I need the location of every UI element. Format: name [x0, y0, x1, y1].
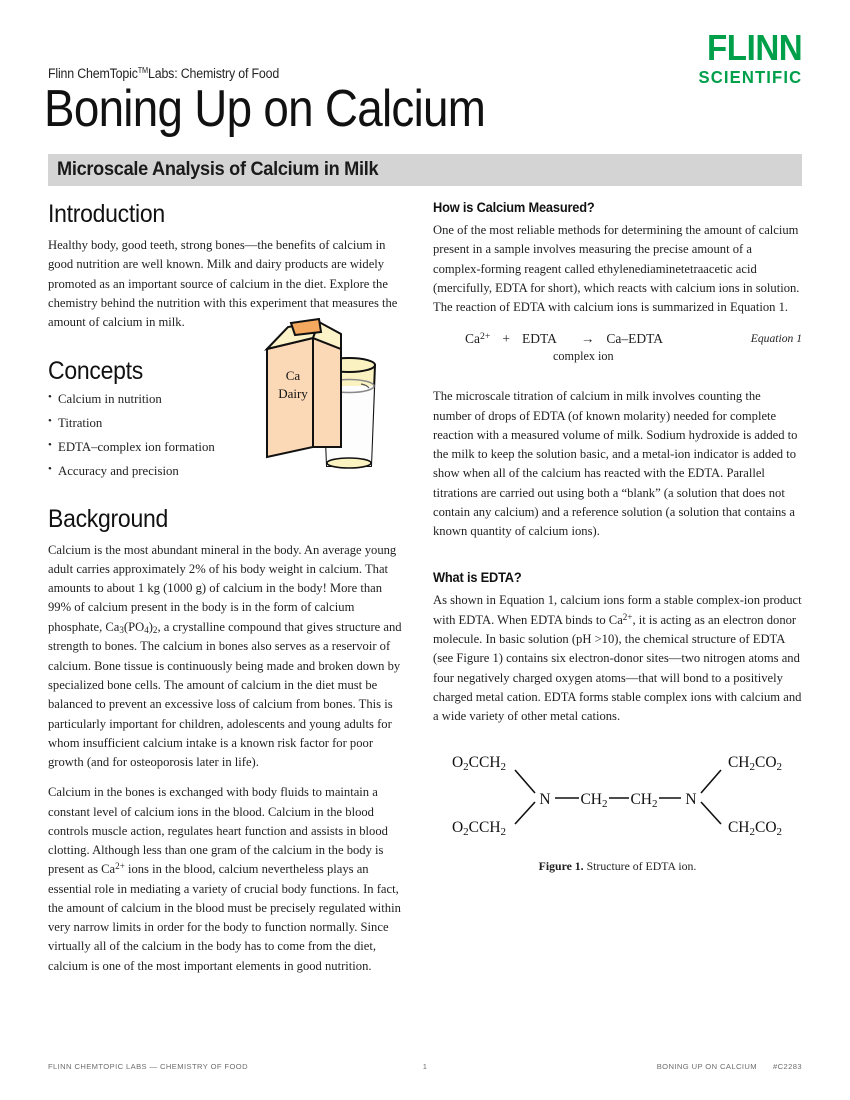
subtitle-banner: [48, 154, 802, 186]
eq-plus: +: [502, 331, 510, 347]
formula-close: ): [148, 619, 153, 634]
footer-catalog-code: #C2283: [772, 1062, 802, 1071]
kicker-after: Labs: Chemistry of Food: [148, 66, 280, 81]
label-top-right: CH2CO2: [727, 754, 783, 774]
figure-caption-text: Structure of EDTA ion.: [583, 859, 697, 874]
formula-sub-4: 4: [144, 624, 149, 635]
footer-page-number: 1: [422, 1062, 428, 1071]
eq-product: Ca–EDTA: [606, 331, 664, 347]
footer-right-text: BONING UP ON CALCIUM: [656, 1062, 757, 1071]
subtitle-text: Microscale Analysis of Calcium in Milk: [57, 158, 379, 180]
eq-reactant-2: EDTA: [521, 331, 557, 347]
logo-flinn-text: FLINN: [706, 27, 802, 68]
trademark-symbol: TM: [137, 66, 149, 75]
list-item: • EDTA–complex ion formation: [48, 441, 403, 454]
eq-reactant-1-charge: 2+: [480, 331, 491, 343]
left-column: [48, 200, 403, 976]
carton-label-dairy: Dairy: [278, 386, 308, 401]
figure-caption-label: Figure 1.: [538, 859, 584, 874]
what-is-edta-paragraph: [433, 591, 802, 726]
carton-label-ca: Ca: [285, 368, 301, 383]
heading-background: Background: [48, 504, 169, 533]
formula-sub-2: 2: [152, 624, 158, 635]
label-top-left: O2CCH2: [451, 754, 507, 774]
equation-product-annotation: complex ion: [553, 349, 614, 364]
edta-part1: As shown in Equation 1, calcium ions form a stable complex-ion product with EDTA. When EDTA binds to Ca: [433, 593, 802, 627]
list-item: • Calcium in nutrition: [48, 393, 403, 406]
figure-1-caption: [433, 859, 802, 874]
dairy-carton-icon: [267, 319, 341, 457]
label-bottom-right: CH2CO2: [727, 819, 783, 839]
list-item: • Accuracy and precision: [48, 465, 403, 478]
background-paragraph-1: [48, 541, 403, 773]
equation-1-block: [433, 331, 802, 371]
calcium-ion-charge: 2+: [115, 861, 125, 872]
heading-introduction: Introduction: [48, 200, 165, 228]
label-nitrogen-right: N: [685, 791, 697, 809]
figure-1-edta-structure: [433, 744, 802, 874]
heading-concepts: Concepts: [48, 357, 143, 386]
label-bottom-left: O2CCH2: [451, 819, 507, 839]
heading-how-is-calcium-measured: How is Calcium Measured?: [433, 200, 595, 215]
bg-p1-part2: , a crystalline compound that gives structure and strength to bones. The calcium in bones also serves as a reservoir of calcium. Bone tissue is continuously being made and broken down by specialized bone cells. The amount of calcium in the diet must be balanced to prevent an excessive loss of calcium from bones. This is particularly important for children, adolescents and young adults for whom insufficient calcium intake is a known risk factor for poor growth (and for osteoporosis later in life).: [48, 619, 402, 770]
page-footer: [48, 1062, 802, 1076]
list-item: • Titration: [48, 417, 403, 430]
milk-carton-illustration: [255, 318, 390, 478]
footer-right-block: [657, 1062, 802, 1071]
label-bridge-left: CH2: [580, 791, 608, 811]
formula-mid: (PO: [123, 619, 145, 634]
formula-sub-3: 3: [119, 624, 124, 635]
introduction-paragraph: Healthy body, good teeth, strong bones—the benefits of calcium in good nutrition are well known. Milk and dairy products are widely promoted as an important source of calcium in the diet. Explore the chemistry behind the nutrition with this experiment that measures the amount of calcium in milk.: [48, 238, 398, 330]
label-bridge-right: CH2: [630, 791, 658, 811]
bg-p2-part2: ions in the blood, calcium nevertheless plays an essential role in mediating a variety of crucial body functions. In fact, the amount of calcium in the blood must be precisely regulated within very narrow limits in order for the body to function normally. Since virtually all of the calcium in the body has to come from the diet, calcium is one of the most important elements in good nutrition.: [48, 862, 401, 973]
bg-p2-part1: Calcium in the bones is exchanged with body fluids to maintain a constant level of calcium ions in the blood. Calcium in the blood controls muscle action, regulates heart function and assists in blood clotting. Although less than one gram of the calcium in the body is present as Ca: [48, 785, 388, 877]
titration-paragraph: The microscale titration of calcium in milk involves counting the number of drops of EDTA (of known molarity) needed for complete reaction with a measured volume of milk. Sodium hydroxide is added to the milk to keep the solution basic, and a metal-ion indicator is added to show when all of the calcium has reacted with the EDTA. Parallel titrations are carried out using both a “blank” (a solution that does not contain any calcium) and a reference solution (a solution that contains a known quantity of calcium ions).: [433, 389, 798, 539]
edta-structure-diagram: [433, 744, 802, 852]
footer-left-text: FLINN CHEMTOPIC LABS — CHEMISTRY OF FOOD: [48, 1062, 248, 1071]
label-nitrogen-left: N: [539, 791, 551, 809]
kicker-before: Flinn ChemTopic: [48, 66, 138, 81]
eq-reactant-1: Ca: [465, 331, 480, 347]
how-measured-paragraph: One of the most reliable methods for determining the amount of calcium present in a sample involves measuring the precise amount of a complex-forming reagent called ethylenediaminetetraacetic acid (mercifully, EDTA for short), which reacts with calcium ions in solution. The reaction of EDTA with calcium ions is summarized in Equation 1.: [433, 223, 800, 315]
series-kicker: [48, 66, 279, 81]
edta-calcium-charge: 2+: [622, 611, 633, 622]
right-column: [433, 200, 802, 874]
equation-number-label: Equation 1: [750, 332, 802, 346]
logo-scientific-text: SCIENTIFIC: [698, 67, 802, 87]
equation-expression: [465, 331, 663, 347]
background-paragraph-2: [48, 783, 403, 976]
heading-what-is-edta: What is EDTA?: [433, 570, 522, 586]
flinn-scientific-logo: [693, 27, 802, 87]
eq-arrow: →: [580, 331, 595, 347]
page-title: Boning Up on Calcium: [44, 80, 486, 138]
edta-part2: , it is acting as an electron donor molecule. In basic solution (pH >10), the chemical structure of EDTA (see Figure 1) contains six electron-donor sites—two nitrogen atoms and four negatively charged oxygen atoms—that will bond to a positively charged metal cation. EDTA forms stable complex ions with calcium and a wide variety of other metal cations.: [433, 612, 802, 724]
bg-p1-part1: Calcium is the most abundant mineral in the body. An average young adult carries approximately 2% of his body weight in calcium. That amounts to about 1 kg (1000 g) of calcium in the body! More than 99% of calcium present in the body is in the form of calcium phosphate, Ca: [48, 542, 397, 634]
